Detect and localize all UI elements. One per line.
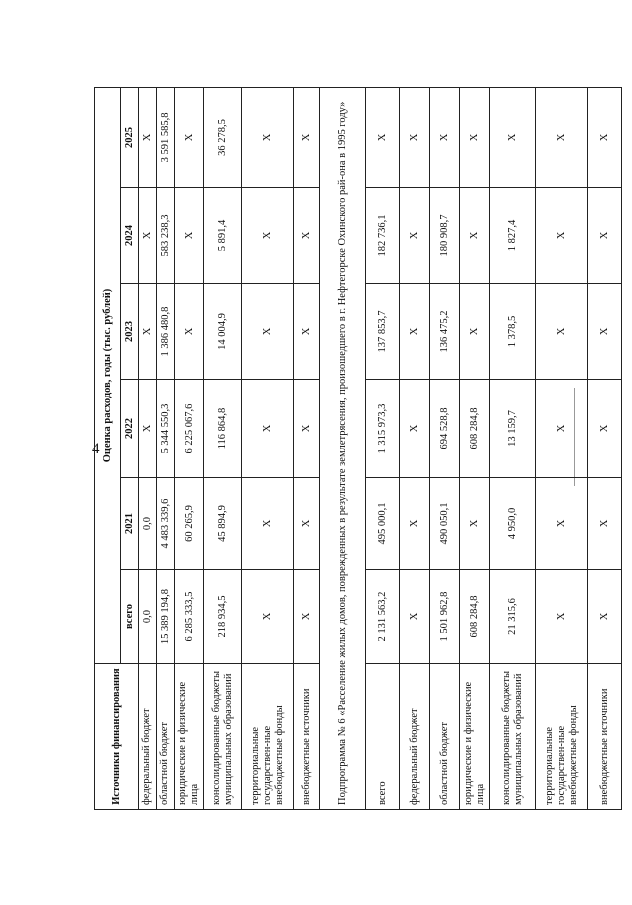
table-row bbox=[139, 87, 157, 809]
table-row bbox=[588, 87, 622, 809]
table-row bbox=[242, 87, 294, 809]
row-value: X bbox=[588, 478, 622, 570]
row-value: X bbox=[175, 87, 204, 187]
row-source: территориальные государствен-ные внебюджетные фонды bbox=[536, 664, 588, 810]
table-row bbox=[175, 87, 204, 809]
financing-table bbox=[94, 87, 622, 810]
table-row bbox=[430, 87, 460, 809]
header-year: всего bbox=[121, 570, 139, 664]
row-value: X bbox=[588, 284, 622, 380]
row-value: X bbox=[139, 87, 157, 187]
row-value: X bbox=[588, 380, 622, 478]
row-value: 1 827,4 bbox=[490, 188, 536, 284]
row-value: 5 891,4 bbox=[204, 188, 242, 284]
row-value: X bbox=[242, 284, 294, 380]
row-value: 15 389 194,8 bbox=[157, 570, 175, 664]
row-value: 583 238,3 bbox=[157, 188, 175, 284]
row-value: X bbox=[294, 188, 320, 284]
row-value: 36 278,5 bbox=[204, 87, 242, 187]
row-value: 1 378,5 bbox=[490, 284, 536, 380]
header-year: 2025 bbox=[121, 87, 139, 187]
row-value: X bbox=[242, 570, 294, 664]
row-value: X bbox=[588, 188, 622, 284]
header-year: 2023 bbox=[121, 284, 139, 380]
row-value: X bbox=[588, 570, 622, 664]
row-source: юридические и физические лица bbox=[175, 664, 204, 810]
row-value: X bbox=[294, 284, 320, 380]
subprogram-row bbox=[320, 87, 366, 809]
header-year: 2024 bbox=[121, 188, 139, 284]
row-value: X bbox=[400, 570, 430, 664]
row-source: консолидированные бюджеты муниципальных образований bbox=[204, 664, 242, 810]
row-value: X bbox=[588, 87, 622, 187]
row-value: 4 950,0 bbox=[490, 478, 536, 570]
row-value: 490 050,1 bbox=[430, 478, 460, 570]
row-value: 1 315 973,3 bbox=[366, 380, 400, 478]
row-source: федеральный бюджет bbox=[400, 664, 430, 810]
row-value: X bbox=[536, 380, 588, 478]
row-value: X bbox=[242, 188, 294, 284]
row-value: 13 159,7 bbox=[490, 380, 536, 478]
row-value: X bbox=[242, 87, 294, 187]
table-row bbox=[490, 87, 536, 809]
row-value: 60 265,9 bbox=[175, 478, 204, 570]
row-value: X bbox=[460, 478, 490, 570]
row-value: 608 284,8 bbox=[460, 570, 490, 664]
row-value: 45 894,9 bbox=[204, 478, 242, 570]
row-value: 608 284,8 bbox=[460, 380, 490, 478]
row-value: 4 483 339,6 bbox=[157, 478, 175, 570]
row-value: X bbox=[536, 478, 588, 570]
row-source: областной бюджет bbox=[430, 664, 460, 810]
row-value: 136 475,2 bbox=[430, 284, 460, 380]
table-row bbox=[366, 87, 400, 809]
row-value: X bbox=[139, 284, 157, 380]
row-value: X bbox=[294, 478, 320, 570]
row-value: X bbox=[400, 188, 430, 284]
row-value: X bbox=[400, 87, 430, 187]
page-number: 4 bbox=[92, 441, 100, 457]
row-value: X bbox=[536, 87, 588, 187]
row-value: X bbox=[294, 87, 320, 187]
row-value: X bbox=[175, 284, 204, 380]
row-source: юридические и физические лица bbox=[460, 664, 490, 810]
row-value: 3 591 585,8 bbox=[157, 87, 175, 187]
row-value: X bbox=[400, 478, 430, 570]
row-value: 6 285 333,5 bbox=[175, 570, 204, 664]
row-source: областной бюджет bbox=[157, 664, 175, 810]
row-value: X bbox=[460, 284, 490, 380]
table-row bbox=[400, 87, 430, 809]
row-value: 5 344 550,3 bbox=[157, 380, 175, 478]
row-value: X bbox=[366, 87, 400, 187]
row-value: 2 131 563,2 bbox=[366, 570, 400, 664]
row-value: 21 315,6 bbox=[490, 570, 536, 664]
row-value: 6 225 067,6 bbox=[175, 380, 204, 478]
header-year: 2022 bbox=[121, 380, 139, 478]
row-value: X bbox=[536, 188, 588, 284]
row-value: X bbox=[430, 87, 460, 187]
row-value: 218 934,5 bbox=[204, 570, 242, 664]
row-value: 180 908,7 bbox=[430, 188, 460, 284]
row-value: 1 386 480,8 bbox=[157, 284, 175, 380]
row-value: 495 000,1 bbox=[366, 478, 400, 570]
rotated-table-container bbox=[94, 88, 611, 810]
subprogram-title: Подпрограмма № 6 «Расселение жилых домов, поврежденных в результате землетрясения, произошедшего в г. Нефтегорске Охинского рай-она в 1995 году» bbox=[320, 87, 366, 809]
row-value: X bbox=[536, 284, 588, 380]
row-value: 137 853,7 bbox=[366, 284, 400, 380]
row-value: 0,0 bbox=[139, 570, 157, 664]
row-value: X bbox=[242, 380, 294, 478]
row-value: 14 004,9 bbox=[204, 284, 242, 380]
table-row bbox=[536, 87, 588, 809]
header-source: Источники финансирования bbox=[95, 664, 139, 810]
row-value: X bbox=[490, 87, 536, 187]
row-value: X bbox=[294, 380, 320, 478]
row-value: X bbox=[175, 188, 204, 284]
row-value: 116 864,8 bbox=[204, 380, 242, 478]
row-value: X bbox=[139, 380, 157, 478]
row-value: X bbox=[294, 570, 320, 664]
row-value: 0,0 bbox=[139, 478, 157, 570]
table-row bbox=[460, 87, 490, 809]
row-value: X bbox=[400, 284, 430, 380]
table-row bbox=[157, 87, 175, 809]
row-value: X bbox=[460, 87, 490, 187]
header-year: 2021 bbox=[121, 478, 139, 570]
row-value: X bbox=[242, 478, 294, 570]
row-value: 694 528,8 bbox=[430, 380, 460, 478]
row-value: X bbox=[460, 188, 490, 284]
row-value: 1 501 962,8 bbox=[430, 570, 460, 664]
row-value: X bbox=[536, 570, 588, 664]
row-source: федеральный бюджет bbox=[139, 664, 157, 810]
row-source: территориальные государствен-ные внебюджетные фонды bbox=[242, 664, 294, 810]
row-value: X bbox=[400, 380, 430, 478]
table-row bbox=[294, 87, 320, 809]
row-source: всего bbox=[366, 664, 400, 810]
row-value: 182 736,1 bbox=[366, 188, 400, 284]
header-estimate: Оценка расходов, годы (тыс. рублей) bbox=[95, 87, 121, 663]
row-source: консолидированные бюджеты муниципальных образований bbox=[490, 664, 536, 810]
row-source: внебюджетные источники bbox=[588, 664, 622, 810]
row-value: X bbox=[139, 188, 157, 284]
row-source: внебюджетные источники bbox=[294, 664, 320, 810]
table-row bbox=[204, 87, 242, 809]
